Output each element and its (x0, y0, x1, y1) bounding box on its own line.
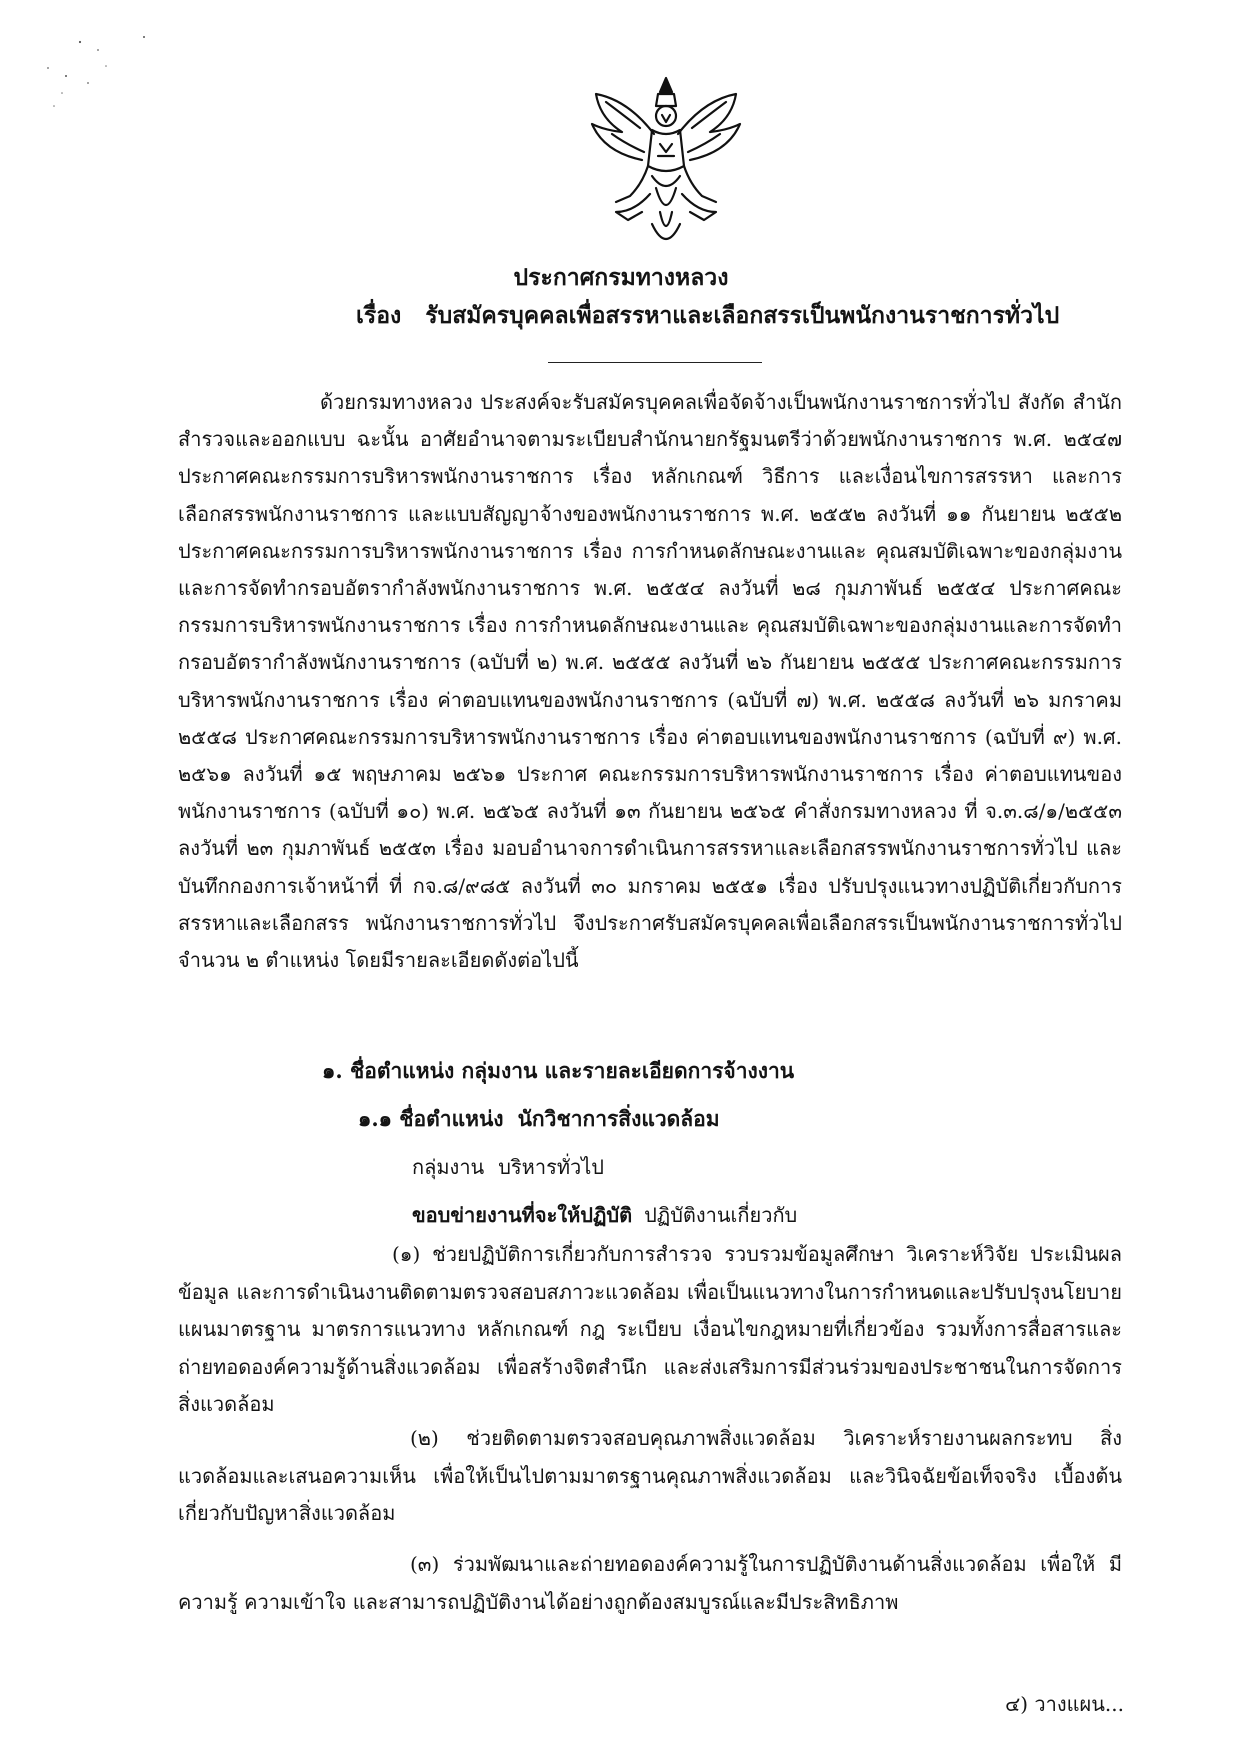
duty-item-1 (178, 1236, 1122, 1424)
job-scope (412, 1199, 797, 1231)
work-group-value: บริหารทั่วไป (498, 1155, 604, 1179)
job-scope-label: ขอบข่ายงานที่จะให้ปฏิบัติ (412, 1203, 633, 1227)
position-value: นักวิชาการสิ่งแวดล้อม (517, 1106, 720, 1131)
intro-text: ด้วยกรมทางหลวง ประสงค์จะรับสมัครบุคคลเพื่อจัดจ้างเป็นพนักงานราชการทั่วไป สังกัด สำนักสำรวจและออกแบบ ฉะนั้น อาศัยอำนาจตามระเบียบสำนักนายกรัฐมนตรีว่าด้วยพนักงานราชการ พ.ศ. ๒๕๔๗ ประกาศคณะกรรมการบริหารพนักงานราชการ เรื่อง หลักเกณฑ์ วิธีการ และเงื่อนไขการสรรหา และการเลือกสรรพนักงานราชการ และแบบสัญญาจ้างของพนักงานราชการ พ.ศ. ๒๕๕๒ ลงวันที่ ๑๑ กันยายน ๒๕๕๒ ประกาศคณะกรรมการบริหารพนักงานราชการ เรื่อง การกำหนดลักษณะงานและ คุณสมบัติเฉพาะของกลุ่มงานและการจัดทำกรอบอัตรากำลังพนักงานราชการ พ.ศ. ๒๕๕๔ ลงวันที่ ๒๘ กุมภาพันธ์ ๒๕๕๔ ประกาศคณะกรรมการบริหารพนักงานราชการ เรื่อง การกำหนดลักษณะงานและ คุณสมบัติเฉพาะของกลุ่มงานและการจัดทำกรอบอัตรากำลังพนักงานราชการ (ฉบับที่ ๒) พ.ศ. ๒๕๕๕ ลงวันที่ ๒๖ กันยายน ๒๕๕๕ ประกาศคณะกรรมการบริหารพนักงานราชการ เรื่อง ค่าตอบแทนของพนักงานราชการ (ฉบับที่ ๗) พ.ศ. ๒๕๕๘ ลงวันที่ ๒๖ มกราคม ๒๕๕๘ ประกาศคณะกรรมการบริหารพนักงานราชการ เรื่อง ค่าตอบแทนของพนักงานราชการ (ฉบับที่ ๙) พ.ศ. ๒๕๖๑ ลงวันที่ ๑๕ พฤษภาคม ๒๕๖๑ ประกาศ คณะกรรมการบริหารพนักงานราชการ เรื่อง ค่าตอบแทนของพนักงานราชการ (ฉบับที่ ๑๐) พ.ศ. ๒๕๖๕ ลงวันที่ ๑๓ กันยายน ๒๕๖๕ คำสั่งกรมทางหลวง ที่ จ.๓.๘/๑/๒๕๕๓ ลงวันที่ ๒๓ กุมภาพันธ์ ๒๕๕๓ เรื่อง มอบอำนาจการดำเนินการสรรหาและเลือกสรรพนักงานราชการทั่วไป และบันทึกกองการเจ้าหน้าที่ ที่ กจ.๘/๙๘๕ ลงวันที่ ๓๐ มกราคม ๒๕๕๑ เรื่อง ปรับปรุงแนวทางปฏิบัติเกี่ยวกับการสรรหาและเลือกสรร พนักงานราชการทั่วไป จึงประกาศรับสมัครบุคคลเพื่อเลือกสรรเป็นพนักงานราชการทั่วไป จำนวน ๒ ตำแหน่ง โดยมีรายละเอียดดังต่อไปนี้ (178, 390, 1122, 973)
section-1-heading: ๑. ชื่อตำแหน่ง กลุ่มงาน และรายละเอียดการจ้างงาน (322, 1058, 795, 1083)
duty-item-text: (๓) ร่วมพัฒนาและถ่ายทอดองค์ความรู้ในการปฏิบัติงานด้านสิ่งแวดล้อม เพื่อให้ มีความรู้ ความเข้าใจ และสามารถปฏิบัติงานได้อย่างถูกต้องสมบูรณ์และมีประสิทธิภาพ (178, 1552, 1122, 1614)
announcement-title: ประกาศกรมทางหลวง (513, 264, 729, 291)
duty-item-3 (178, 1546, 1122, 1621)
position-label: ๑.๑ ชื่อตำแหน่ง (358, 1106, 504, 1131)
duty-item-2 (178, 1420, 1122, 1533)
scan-specks (40, 20, 180, 120)
job-scope-value: ปฏิบัติงานเกี่ยวกับ (644, 1203, 798, 1227)
subject-label: เรื่อง (356, 302, 402, 329)
title-divider (548, 362, 762, 363)
work-group (412, 1151, 604, 1183)
duty-item-text: (๒) ช่วยติดตามตรวจสอบคุณภาพสิ่งแวดล้อม วิเคราะห์รายงานผลกระทบ สิ่งแวดล้อมและเสนอความเห็น เพื่อให้เป็นไปตามมาตรฐานคุณภาพสิ่งแวดล้อม และวินิจฉัยข้อเท็จจริง เบื้องต้นเกี่ยวกับปัญหาสิ่งแวดล้อม (178, 1426, 1122, 1525)
duty-item-text: (๑) ช่วยปฏิบัติการเกี่ยวกับการสำรวจ รวบรวมข้อมูลศึกษา วิเคราะห์วิจัย ประเมินผล ข้อมูล และการดำเนินงานติดตามตรวจสอบสภาวะแวดล้อม เพื่อเป็นแนวทางในการกำหนดและปรับปรุงนโยบาย แผนมาตรฐาน มาตรการแนวทาง หลักเกณฑ์ กฎ ระเบียบ เงื่อนไขกฎหมายที่เกี่ยวข้อง รวมทั้งการสื่อสารและ ถ่ายทอดองค์ความรู้ด้านสิ่งแวดล้อม เพื่อสร้างจิตสำนึก และส่งเสริมการมีส่วนร่วมของประชาชนในการจัดการ สิ่งแวดล้อม (178, 1242, 1122, 1416)
work-group-label: กลุ่มงาน (412, 1155, 485, 1179)
subject-text: รับสมัครบุคคลเพื่อสรรหาและเลือกสรรเป็นพนักงานราชการทั่วไป (425, 302, 1060, 329)
intro-paragraph (178, 384, 1122, 979)
position-heading (358, 1103, 720, 1135)
announcement-subject (356, 300, 1059, 332)
garuda-emblem-icon (582, 72, 750, 258)
continuation-marker: ๔) วางแผน... (1005, 1692, 1124, 1716)
